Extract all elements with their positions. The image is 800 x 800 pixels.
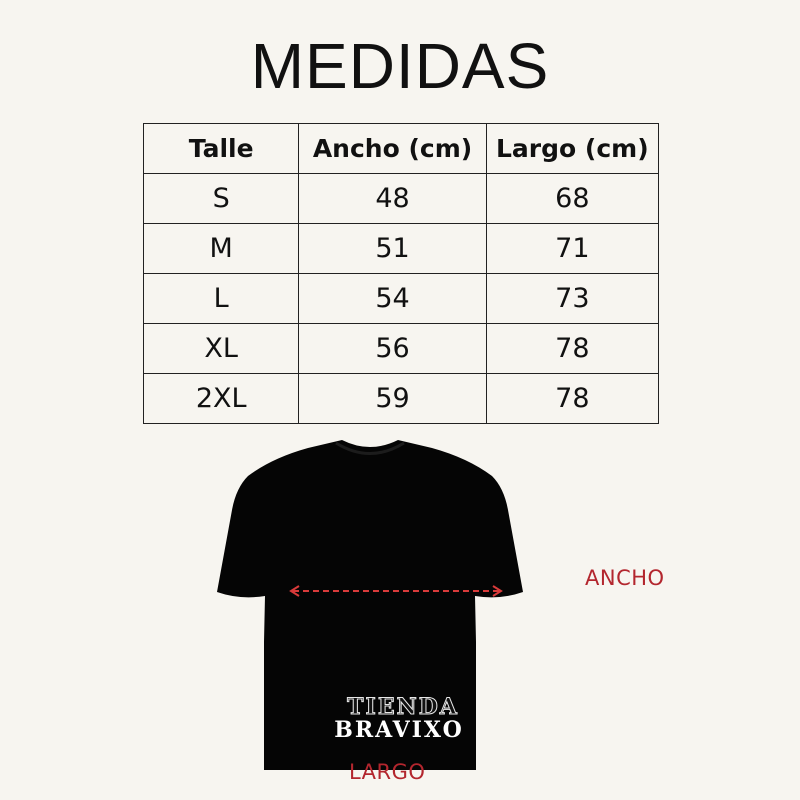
table-row (144, 224, 659, 274)
brand-logo-line2: BRAVIXO (334, 717, 464, 743)
ancho-cell: 48 (299, 174, 486, 224)
ancho-cell: 51 (299, 224, 486, 274)
largo-cell: 78 (486, 374, 658, 424)
size-cell: S (144, 174, 299, 224)
size-table (143, 123, 659, 424)
ancho-label: ANCHO (585, 566, 665, 590)
page-title: MEDIDAS (250, 30, 550, 102)
brand-logo-line1: TIENDA (347, 694, 459, 720)
size-cell: 2XL (144, 374, 299, 424)
header-talle: Talle (144, 124, 299, 174)
largo-cell: 73 (486, 274, 658, 324)
table-row (144, 324, 659, 374)
size-cell: L (144, 274, 299, 324)
ancho-cell: 56 (299, 324, 486, 374)
largo-cell: 68 (486, 174, 658, 224)
table-row (144, 274, 659, 324)
table-row (144, 174, 659, 224)
ancho-cell: 59 (299, 374, 486, 424)
table-row (144, 374, 659, 424)
largo-cell: 71 (486, 224, 658, 274)
largo-label: LARGO (349, 760, 426, 784)
tshirt-diagram (200, 430, 540, 780)
size-cell: M (144, 224, 299, 274)
header-ancho: Ancho (cm) (299, 124, 486, 174)
table-header-row (144, 124, 659, 174)
ancho-cell: 54 (299, 274, 486, 324)
header-largo: Largo (cm) (486, 124, 658, 174)
size-cell: XL (144, 324, 299, 374)
largo-cell: 78 (486, 324, 658, 374)
